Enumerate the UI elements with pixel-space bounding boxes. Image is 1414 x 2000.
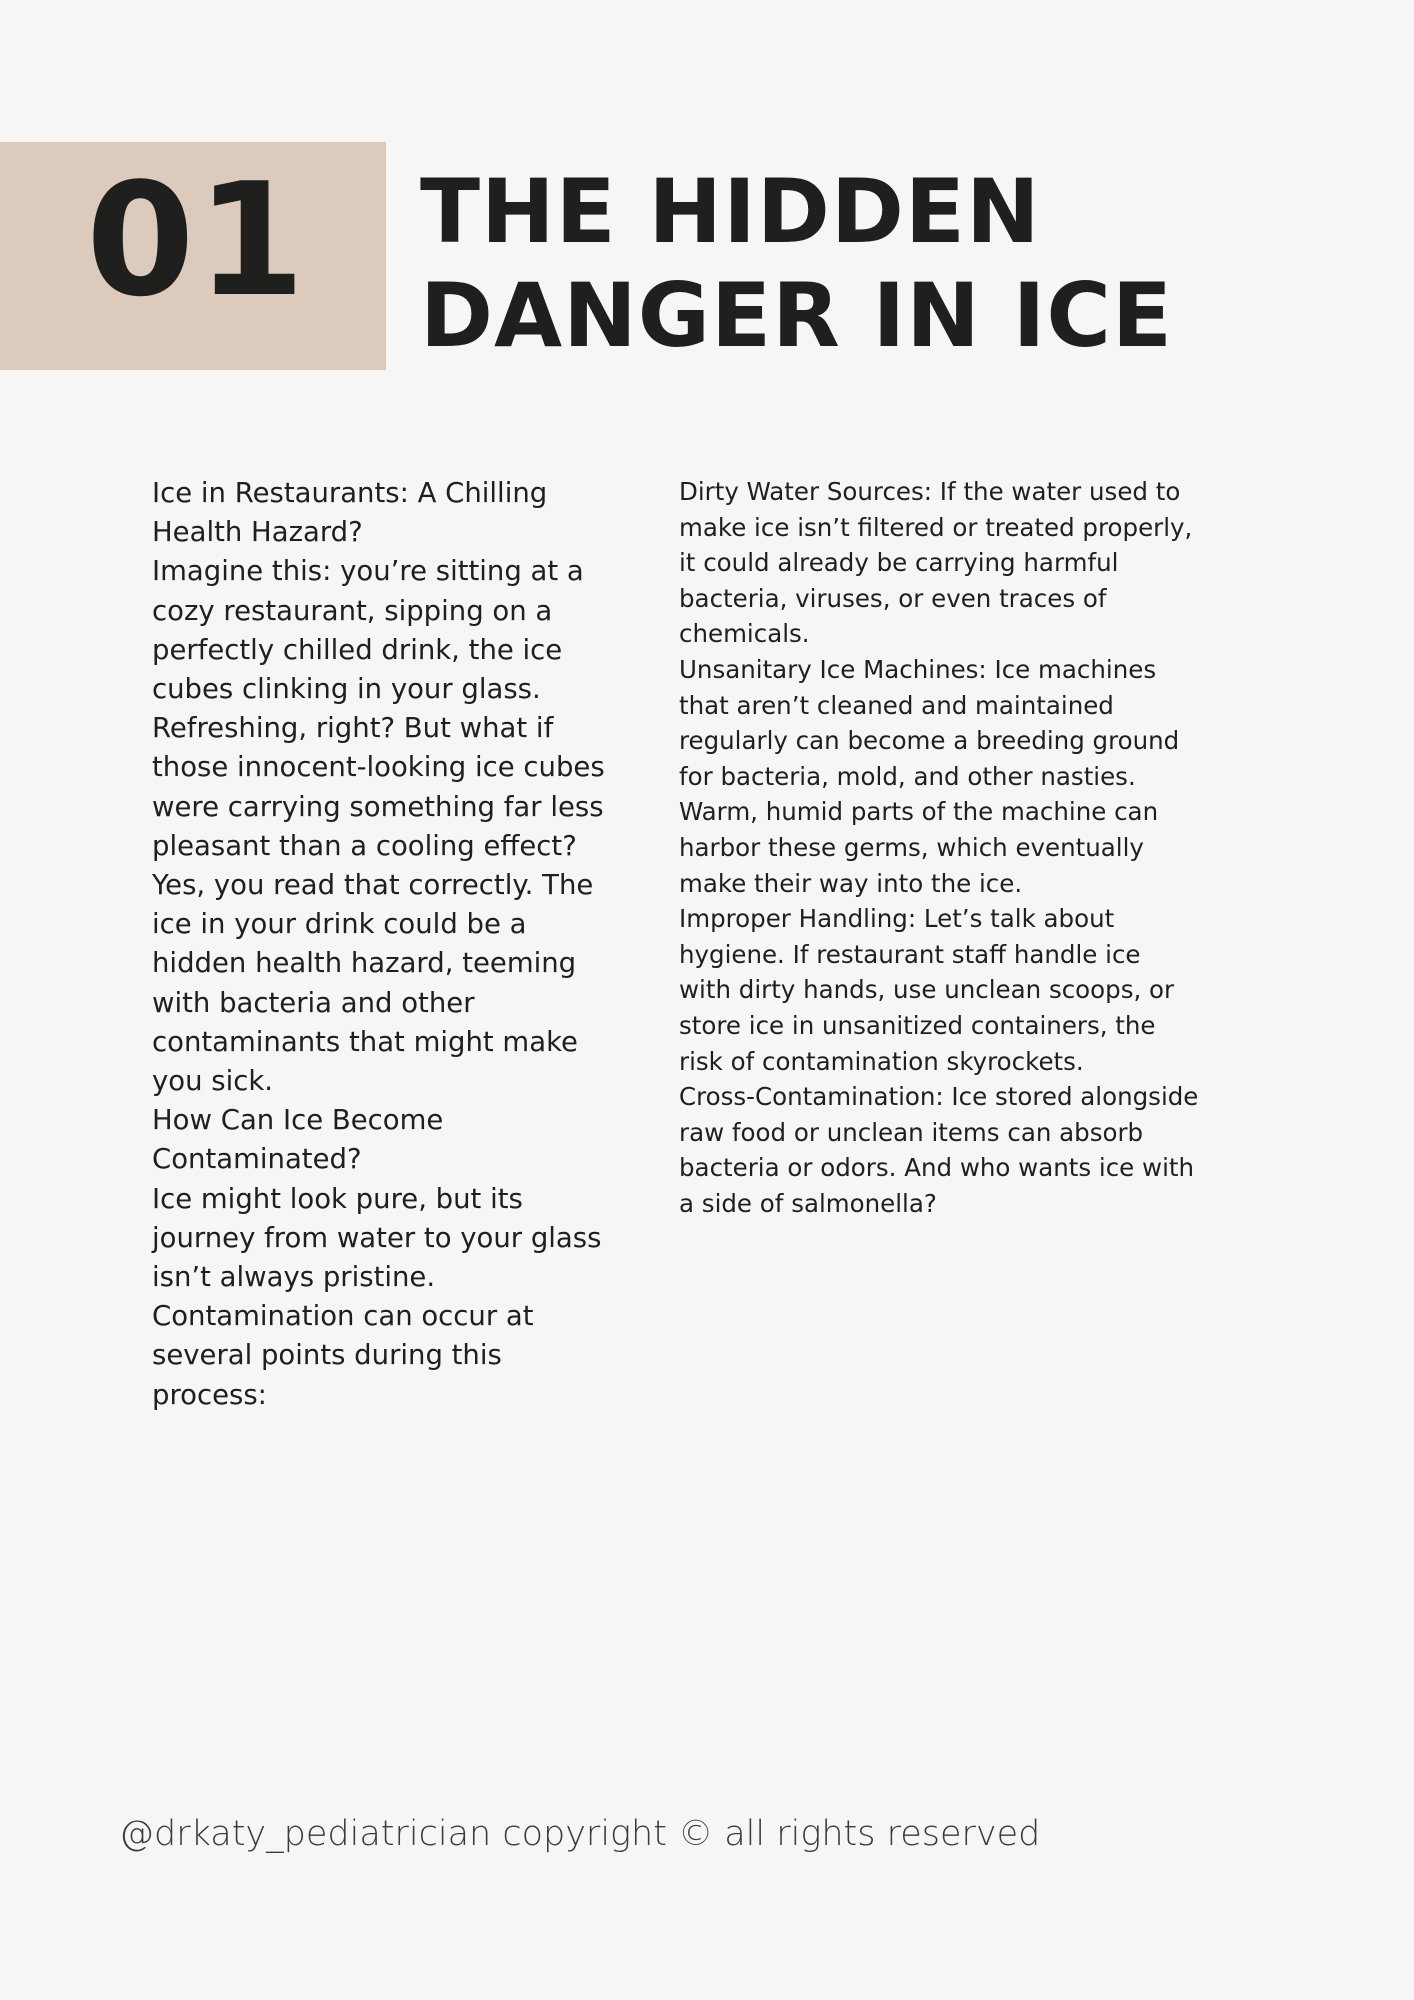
section-number-block	[0, 142, 386, 370]
page-title	[420, 160, 1400, 368]
footer-copyright: @drkaty_pediatrician copyright © all rights reserved	[119, 1814, 1041, 1854]
page-title-line-1: THE HIDDEN	[420, 160, 1041, 263]
intro-paragraph: Imagine this: you’re sitting at a cozy restaurant, sipping on a perfectly chilled drink, the ice cubes clinking in your glass. Refreshing, right? But what if those innocent-looking ice cubes were carrying something far less pleasant than a cooling effect? Yes, you read that correctly. The ice in your drink could be a hidden health hazard, teeming with bacteria and other contaminants that might make you sick.	[152, 555, 605, 1098]
right-text-column	[679, 474, 1199, 1221]
contamination-heading: How Can Ice Become Contaminated?	[152, 1104, 444, 1176]
ice-machines-paragraph: Unsanitary Ice Machines: Ice machines that aren’t cleaned and maintained regularly can become a breeding ground for bacteria, mold, and other nasties. Warm, humid parts of the machine can harbor these germs, which eventually make their way into the ice.	[679, 654, 1180, 898]
section-number: 01	[86, 149, 308, 331]
cross-contamination-paragraph: Cross-Contamination: Ice stored alongside raw food or unclean items can absorb bacteria or odors. And who wants ice with a side of salmonella?	[679, 1082, 1199, 1218]
dirty-water-paragraph: Dirty Water Sources: If the water used to make ice isn’t filtered or treated properly, it could already be carrying harmful bacteria, viruses, or even traces of chemicals.	[679, 477, 1193, 649]
intro-heading: Ice in Restaurants: A Chilling Health Hazard?	[152, 477, 548, 549]
contamination-paragraph: Ice might look pure, but its journey from water to your glass isn’t always pristine. Contamination can occur at several points during this process:	[152, 1182, 602, 1411]
page-title-line-2: DANGER IN ICE	[420, 264, 1174, 367]
improper-handling-paragraph: Improper Handling: Let’s talk about hygiene. If restaurant staff handle ice with dirty hands, use unclean scoops, or store ice in unsanitized containers, the risk of contamination skyrockets.	[679, 904, 1175, 1076]
left-text-column	[152, 474, 622, 1415]
